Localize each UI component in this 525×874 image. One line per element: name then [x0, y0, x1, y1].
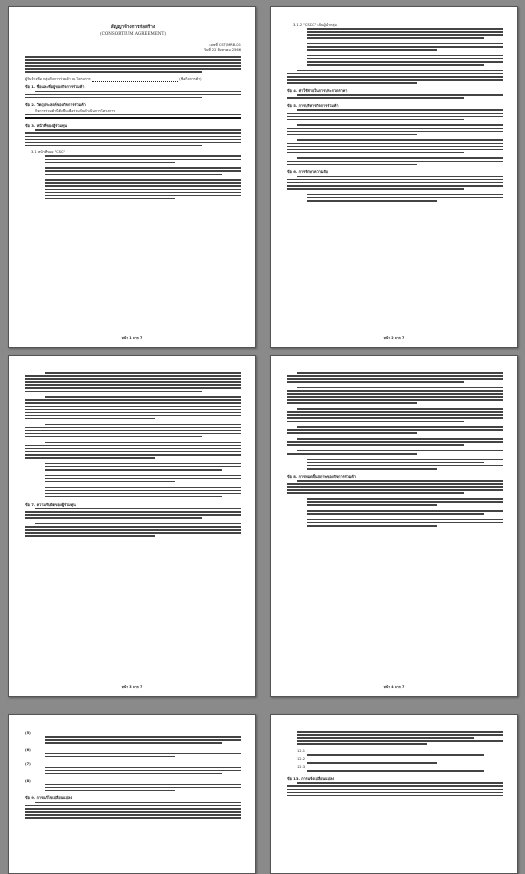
item-12-2: 12.2	[297, 757, 306, 762]
page-body	[287, 23, 503, 325]
document-title: สัญญาจ้างการก่อสร้าง	[110, 25, 156, 30]
document-page-5	[8, 714, 256, 874]
item-12-3: 12.3	[297, 765, 306, 770]
item-7: (7)	[25, 761, 31, 766]
page-footer: หน้า 2 จาก 7	[383, 336, 405, 340]
page-body	[25, 372, 241, 674]
party-line: ผู้รับจ้างชื่อ กลุ่มกิจการร่วมค้า ณ โครงการ (ชื่อกิจการค้า)	[25, 77, 202, 82]
section-13-heading: ข้อ 13. การแจ้งเปลี่ยนแปลง	[287, 775, 335, 781]
section-7-heading: ข้อ 7. ความรับผิดของผู้ร่วมทุน	[25, 501, 76, 507]
document-page-4	[270, 355, 518, 697]
section-3-1: 3.1 หน้าที่ของ "CSC"	[31, 150, 66, 155]
document-page-3	[8, 355, 256, 697]
item-5: (5)	[25, 731, 31, 735]
section-1-heading: ข้อ 1. ชื่อและที่อยู่ของกิจการร่วมค้า	[25, 84, 85, 90]
section-9-heading: ข้อ 9. การแก้ไขเปลี่ยนแปลง	[25, 795, 73, 801]
document-page-6	[270, 714, 518, 874]
section-5-heading: ข้อ 5. การบริหารกิจการร่วมค้า	[287, 103, 339, 109]
section-6-heading: ข้อ 6. การรักษาความลับ	[287, 169, 329, 175]
page-footer: หน้า 4 จาก 7	[383, 685, 405, 689]
page-body	[287, 731, 503, 873]
section-4-heading: ข้อ 4. ค่าใช้จ่ายในการประกวดราคา	[287, 87, 348, 93]
page-body	[25, 23, 241, 325]
item-12-1: 12.1	[297, 749, 306, 754]
section-3-heading: ข้อ 3. หน้าที่ของผู้ร่วมทุน	[25, 122, 68, 128]
document-page-1	[8, 6, 256, 348]
contract-date: วันที่ 22 สิงหาคม 2566	[203, 48, 241, 52]
section-3-1-2: 3.1.2 "CSCC" เป็นผู้นำกลุ่ม	[293, 23, 337, 27]
document-subtitle: (CONSORTIUM AGREEMENT)	[100, 31, 166, 36]
page-footer: หน้า 3 จาก 7	[121, 685, 143, 689]
section-2-text: กิจการร่วมค้านี้ตั้งขึ้นเพื่อร่วมกันดำเนินการโครงการ	[35, 108, 116, 113]
contract-number: เลขที่ CST/MRB-01	[209, 43, 241, 47]
page-footer: หน้า 1 จาก 7	[121, 336, 143, 340]
section-8-heading: ข้อ 8. การหมดสิ้นสภาพของกิจการร่วมค้า	[287, 473, 356, 479]
page-body	[287, 372, 503, 674]
section-2-heading: ข้อ 2. วัตถุประสงค์ของกิจการร่วมค้า	[25, 102, 86, 108]
item-8: (8)	[25, 778, 31, 783]
item-6: (6)	[25, 747, 31, 752]
page-body	[25, 731, 241, 873]
document-page-2	[270, 6, 518, 348]
